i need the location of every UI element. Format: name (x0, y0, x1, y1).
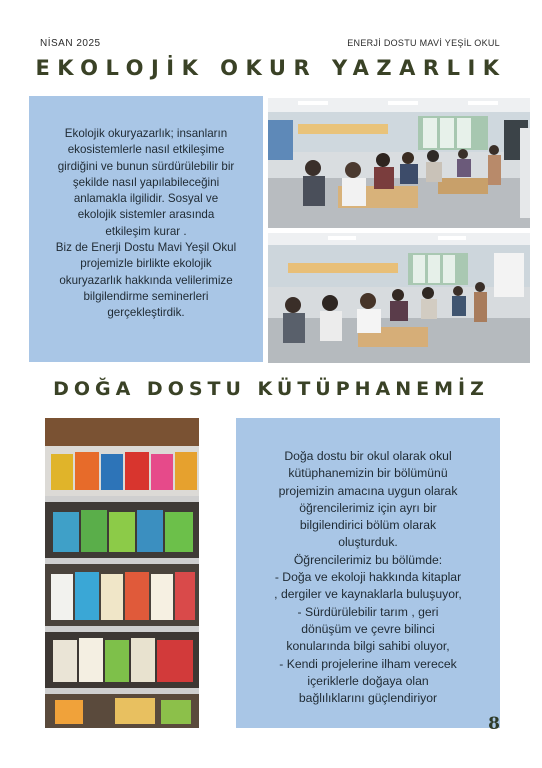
section-title-nature-friendly-library: DOĞA DOSTU KÜTÜPHANEMİZ (53, 378, 489, 400)
ecological-literacy-textbox (29, 96, 263, 362)
ecological-literacy-text: Ekolojik okuryazarlık; insanların ekosistemlerle nasıl etkileşime girdiğini ve bunun sürdürülebilir bir şekilde nasıl yapılabileceğini anlamakla ilgilidir. Sosyal ve ekolojik sistemler arasında etkileşim kurar . Biz de Enerji Dostu Mavi Yeşil Okul projemizle birlikte ekolojik okuryazarlık hakkında velilerimize bilgilendirme seminerleri gerçekleştirdik. (55, 127, 237, 320)
library-text: Doğa dostu bir okul olarak okul kütüphanemizin bir bölümünü projemizin amacına uygun olarak öğrencilerimiz için ayrı bir bilgilendirici bölüm olarak oluşturduk. Öğrencilerimiz bu bölümde: - Doğa ve ekoloji hakkında kitaplar , dergiler ve kaynaklarla buluşuyor, - Sürdürülebilir tarım , geri dönüşüm ve çevre bilinci konularında bilgi sahibi oluyor, - Kendi projelerine ilham verecek içeriklerle doğaya olan bağlılıklarını güçlendiriyor (274, 449, 462, 706)
seminar-photo-1 (268, 98, 530, 228)
section-title-ecological-literacy: EKOLOJİK OKUR YAZARLIK (35, 56, 507, 80)
library-bookshelf-photo (45, 418, 199, 728)
issue-date: NİSAN 2025 (40, 38, 101, 49)
seminar-photo-2 (268, 233, 530, 363)
library-textbox (236, 418, 500, 728)
page-number: 8 (488, 714, 500, 734)
project-name: ENERJİ DOSTU MAVİ YEŞİL OKUL (347, 38, 500, 48)
